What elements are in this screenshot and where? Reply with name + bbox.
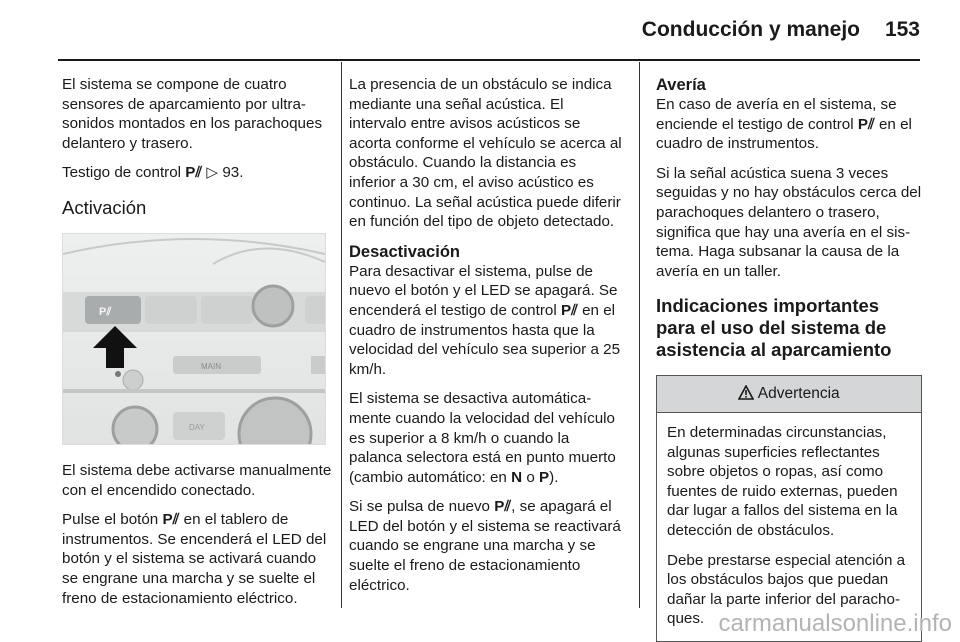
parking-button-graphic [85,296,141,324]
warning-triangle-icon [738,385,754,400]
parking-assist-icon: P⫽ [560,301,578,319]
fault-paragraph: En caso de avería en el sistema, se enciende el testigo de control P⫽ en el cuadro de instrumentos. [656,96,912,153]
day-label: DAY [189,422,205,432]
reactivation-paragraph: Si se pulsa de nuevo P⫽, se apagará el LED del botón y el sistema se reactivará cuando se engrane una marcha y se suelte el freno de estacionamiento eléctrico. [349,498,621,594]
dashboard-illustration [63,234,325,444]
heading-indicaciones: Indicaciones importantes para el uso del sistema de asistencia al aparcamiento [656,295,892,361]
parking-assist-icon: P⫽ [494,498,512,516]
dashboard-figure [62,233,326,445]
parking-assist-icon: P⫽ [185,164,203,182]
heading-desactivacion: Desactivación [349,242,460,261]
fault-signal-paragraph: Si la señal acústica suena 3 veces seguidas y no hay obstáculos cerca del parachoques delantero o trasero, significa que hay una avería en el sistema. Haga subsanar la causa de la avería en un taller. [656,164,922,280]
control-light-ref: Testigo de control P⫽ ▷ 93. [62,164,244,182]
warning-body [657,413,921,641]
header-title: Conducción y manejo [641,18,860,41]
warning-paragraph-2: Debe prestarse especial atención a los obstáculos bajos que puedan dañar la parte inferior del parachoques. [667,551,906,628]
warning-header [657,376,921,413]
auto-deactivation-paragraph: El sistema se desactiva automáticamente cuando la velocidad del vehículo es superior a 8 km/h o cuando la palanca selectora está en punto muerto (cambio automático: en N o P). [349,390,616,486]
warning-paragraph-1: En determinadas circunstancias, algunas superficies reflectantes sobre objetos o ropas, así como fuentes de ruido externas, pueden dar lugar a fallos del sistema en la detección de obstáculos. [667,423,898,539]
button-paragraph: Pulse el botón P⫽ en el tablero de instrumentos. Se encenderá el LED del botón y el sistema se activará cuando se engrane una marcha y se suelte el freno de estacionamiento eléctrico. [62,511,327,607]
intro-paragraph: El sistema se compone de cuatro sensores de aparcamiento por ultrasonidos montados en los parachoques delantero y trasero. [62,76,323,152]
page-number: 153 [884,18,920,41]
watermark: carmanualsonline.info [718,610,952,637]
page-ref-link[interactable]: ▷ 93. [206,164,244,182]
svg-text:P⫽: P⫽ [99,305,112,318]
parking-assist-icon: P⫽ [857,115,875,133]
obstacle-paragraph: La presencia de un obstáculo se indica mediante una señal acústica. El intervalo entre avisos acústicos se acorta conforme el vehículo se acerca al obstáculo. Cuando la distancia es inferior a 30 cm, el aviso acústico es continuo. La señal acústica puede diferir en función del tipo de objeto detectado. [349,76,622,231]
column-divider-2 [639,62,640,608]
header-rule [58,59,920,61]
column-divider-1 [341,62,342,608]
warning-title: Advertencia [757,385,840,403]
main-label: MAIN [201,361,221,371]
heading-averia: Avería [656,76,706,94]
column-1 [62,75,332,618]
column-3 [656,75,922,642]
column-2 [349,75,625,605]
parking-assist-icon: P⫽ [162,511,180,529]
warning-box [656,375,922,642]
deactivation-paragraph: Para desactivar el sistema, pulse de nuevo el botón y el LED se apagará. Se encenderá el testigo de control P⫽ en el cuadro de instrumentos hasta que la velocidad del vehículo sea superior a 25 km/h. [349,262,621,378]
activation-paragraph: El sistema debe activarse manualmente con el encendido conectado. [62,461,332,499]
heading-activacion: Activación [62,196,147,218]
